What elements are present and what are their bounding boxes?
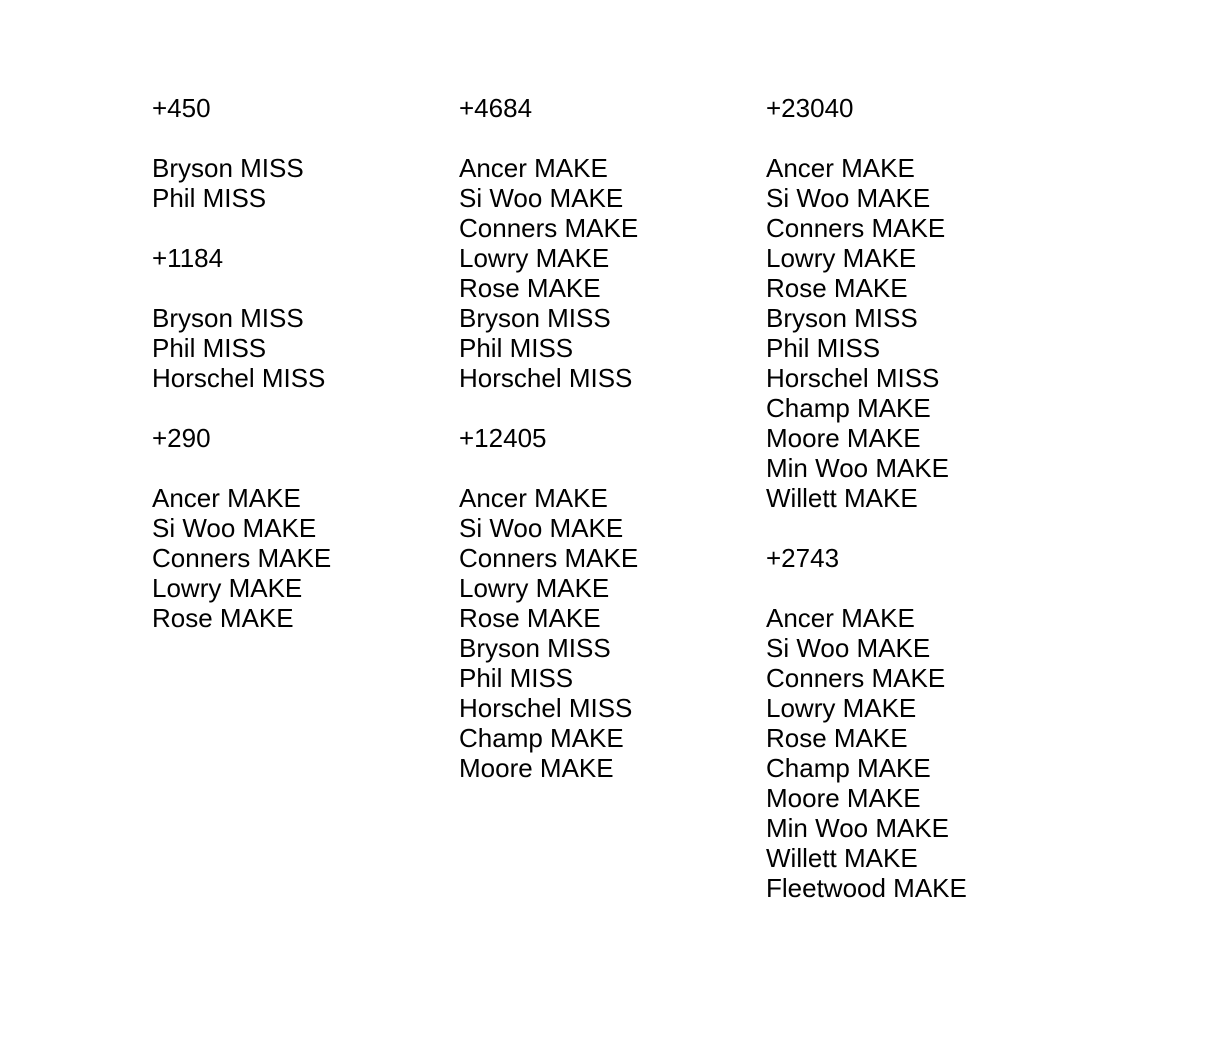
- pick-line: Champ MAKE: [766, 753, 931, 783]
- pick-line: Phil MISS: [152, 183, 267, 213]
- pick-line: Bryson MISS: [459, 633, 611, 663]
- pick-line: Bryson MISS: [152, 153, 304, 183]
- pick-line: Bryson MISS: [459, 303, 611, 333]
- parlay-group: [766, 93, 1066, 513]
- pick-line: Conners MAKE: [766, 213, 946, 243]
- pick-line: Ancer MAKE: [459, 483, 608, 513]
- pick-line: Rose MAKE: [459, 603, 601, 633]
- pick-line: Conners MAKE: [459, 213, 639, 243]
- parlay-column-3: [766, 93, 1066, 933]
- pick-line: Phil MISS: [459, 663, 574, 693]
- pick-line: Rose MAKE: [459, 273, 601, 303]
- pick-line: Willett MAKE: [766, 483, 918, 513]
- parlay-odds: +23040: [766, 93, 854, 123]
- pick-line: Si Woo MAKE: [152, 513, 317, 543]
- pick-line: Rose MAKE: [152, 603, 294, 633]
- pick-line: Phil MISS: [152, 333, 267, 363]
- parlay-group: [152, 423, 459, 633]
- pick-line: Horschel MISS: [766, 363, 940, 393]
- pick-line: Moore MAKE: [766, 423, 921, 453]
- pick-line: Si Woo MAKE: [766, 183, 931, 213]
- pick-line: Horschel MISS: [459, 363, 633, 393]
- parlay-column-2: [459, 93, 766, 933]
- pick-line: Si Woo MAKE: [459, 183, 624, 213]
- pick-line: Si Woo MAKE: [459, 513, 624, 543]
- parlay-group: [152, 243, 459, 393]
- parlay-group: [152, 93, 459, 213]
- parlay-group: [459, 93, 766, 393]
- pick-line: Horschel MISS: [152, 363, 326, 393]
- parlay-column-1: [152, 93, 459, 933]
- pick-line: Conners MAKE: [152, 543, 332, 573]
- parlay-columns: [152, 93, 1066, 933]
- pick-line: Champ MAKE: [766, 393, 931, 423]
- pick-line: Willett MAKE: [766, 843, 918, 873]
- pick-line: Phil MISS: [459, 333, 574, 363]
- pick-line: Lowry MAKE: [766, 693, 917, 723]
- pick-line: Moore MAKE: [766, 783, 921, 813]
- pick-line: Bryson MISS: [766, 303, 918, 333]
- parlay-odds: +4684: [459, 93, 533, 123]
- pick-line: Rose MAKE: [766, 723, 908, 753]
- pick-line: Lowry MAKE: [459, 243, 610, 273]
- pick-line: Ancer MAKE: [152, 483, 301, 513]
- pick-line: Horschel MISS: [459, 693, 633, 723]
- pick-line: Champ MAKE: [459, 723, 624, 753]
- pick-line: Rose MAKE: [766, 273, 908, 303]
- pick-line: Min Woo MAKE: [766, 813, 950, 843]
- pick-line: Bryson MISS: [152, 303, 304, 333]
- pick-line: Lowry MAKE: [459, 573, 610, 603]
- pick-line: Si Woo MAKE: [766, 633, 931, 663]
- pick-line: Lowry MAKE: [766, 243, 917, 273]
- parlay-odds: +290: [152, 423, 211, 453]
- pick-line: Fleetwood MAKE: [766, 873, 967, 903]
- pick-line: Ancer MAKE: [459, 153, 608, 183]
- pick-line: Ancer MAKE: [766, 603, 915, 633]
- pick-line: Conners MAKE: [459, 543, 639, 573]
- parlay-odds: +2743: [766, 543, 840, 573]
- parlay-group: [766, 543, 1066, 903]
- pick-line: Lowry MAKE: [152, 573, 303, 603]
- pick-line: Min Woo MAKE: [766, 453, 950, 483]
- pick-line: Ancer MAKE: [766, 153, 915, 183]
- parlay-odds: +450: [152, 93, 211, 123]
- pick-line: Phil MISS: [766, 333, 881, 363]
- parlay-odds: +12405: [459, 423, 547, 453]
- parlay-group: [459, 423, 766, 783]
- pick-line: Moore MAKE: [459, 753, 614, 783]
- parlay-odds: +1184: [152, 243, 224, 273]
- pick-line: Conners MAKE: [766, 663, 946, 693]
